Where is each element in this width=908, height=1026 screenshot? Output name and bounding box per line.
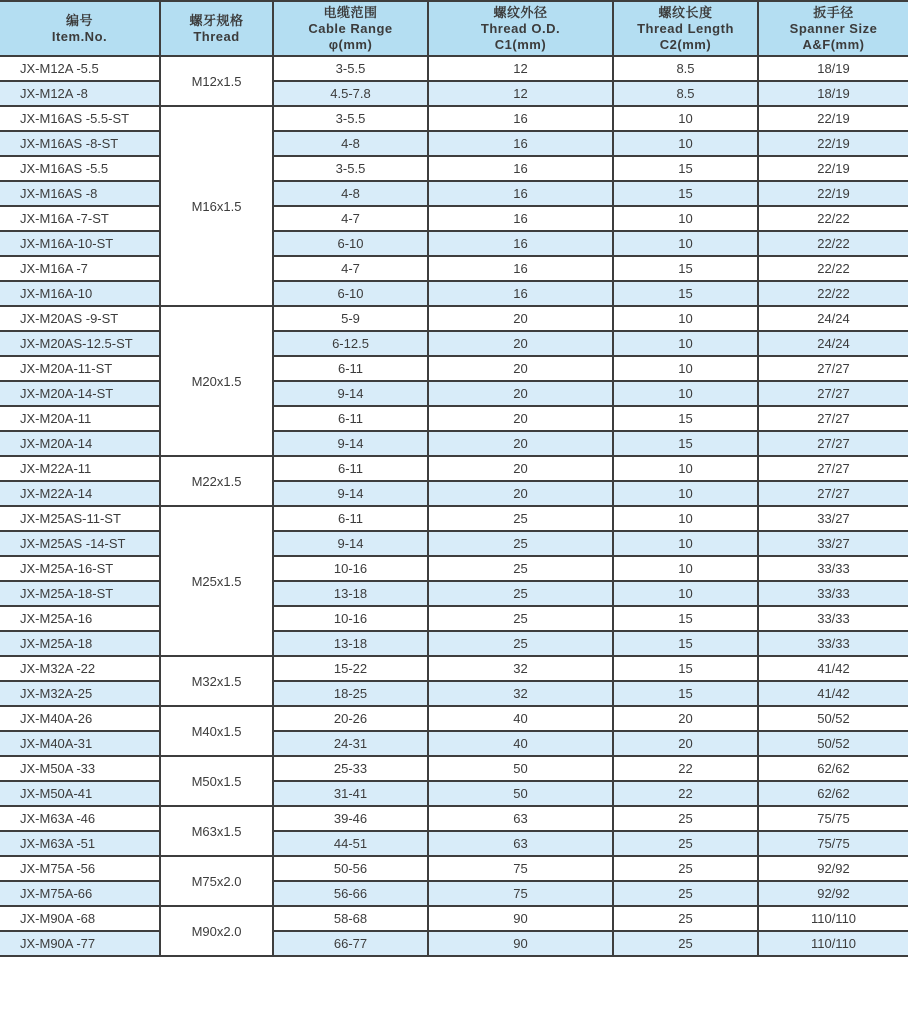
thread-od-cell: 20 — [428, 356, 613, 381]
item-no-cell: JX-M25A-18 — [0, 631, 160, 656]
table-row — [0, 606, 908, 631]
spanner-size-cell: 27/27 — [758, 456, 908, 481]
table-row — [0, 931, 908, 956]
thread-od-cell: 20 — [428, 456, 613, 481]
thread-length-cell: 10 — [613, 531, 758, 556]
thread-spec-cell: M20x1.5 — [160, 306, 273, 456]
cable-range-cell: 13-18 — [273, 581, 428, 606]
thread-od-cell: 25 — [428, 631, 613, 656]
thread-od-cell: 50 — [428, 756, 613, 781]
spanner-size-cell: 27/27 — [758, 356, 908, 381]
cable-range-cell: 5-9 — [273, 306, 428, 331]
spanner-size-cell: 22/22 — [758, 206, 908, 231]
thread-od-cell: 25 — [428, 581, 613, 606]
item-no-cell: JX-M75A-66 — [0, 881, 160, 906]
cable-range-cell: 39-46 — [273, 806, 428, 831]
thread-od-cell: 16 — [428, 256, 613, 281]
thread-spec-cell: M40x1.5 — [160, 706, 273, 756]
cable-range-cell: 20-26 — [273, 706, 428, 731]
thread-length-cell: 25 — [613, 806, 758, 831]
thread-od-cell: 75 — [428, 881, 613, 906]
table-row — [0, 881, 908, 906]
item-no-cell: JX-M16A -7 — [0, 256, 160, 281]
cable-range-cell: 9-14 — [273, 431, 428, 456]
header-label-zh: 螺纹外径 — [493, 4, 548, 20]
spanner-size-cell: 24/24 — [758, 306, 908, 331]
item-no-cell: JX-M20A-14-ST — [0, 381, 160, 406]
thread-od-cell: 20 — [428, 406, 613, 431]
thread-length-cell: 10 — [613, 506, 758, 531]
item-no-cell: JX-M16AS -8-ST — [0, 131, 160, 156]
thread-length-cell: 20 — [613, 706, 758, 731]
cable-range-cell: 56-66 — [273, 881, 428, 906]
header-cell-spanner-size — [758, 1, 908, 56]
spanner-size-cell: 33/33 — [758, 581, 908, 606]
header-label-en: Thread O.D. — [480, 20, 561, 36]
spanner-size-cell: 33/33 — [758, 606, 908, 631]
thread-length-cell: 10 — [613, 331, 758, 356]
thread-od-cell: 90 — [428, 906, 613, 931]
table-row — [0, 156, 908, 181]
header-row — [0, 1, 908, 56]
item-no-cell: JX-M20A-11-ST — [0, 356, 160, 381]
thread-spec-cell: M16x1.5 — [160, 106, 273, 306]
item-no-cell: JX-M75A -56 — [0, 856, 160, 881]
table-row — [0, 781, 908, 806]
item-no-cell: JX-M50A -33 — [0, 756, 160, 781]
table-row — [0, 256, 908, 281]
header-label-unit: C2(mm) — [659, 36, 712, 52]
cable-range-cell: 6-12.5 — [273, 331, 428, 356]
thread-spec-cell: M63x1.5 — [160, 806, 273, 856]
thread-length-cell: 20 — [613, 731, 758, 756]
thread-od-cell: 25 — [428, 531, 613, 556]
spanner-size-cell: 22/19 — [758, 181, 908, 206]
item-no-cell: JX-M50A-41 — [0, 781, 160, 806]
thread-od-cell: 16 — [428, 281, 613, 306]
thread-length-cell: 10 — [613, 481, 758, 506]
item-no-cell: JX-M25AS-11-ST — [0, 506, 160, 531]
cable-range-cell: 18-25 — [273, 681, 428, 706]
table-row — [0, 81, 908, 106]
item-no-cell: JX-M40A-26 — [0, 706, 160, 731]
spanner-size-cell: 110/110 — [758, 906, 908, 931]
header-label-unit: φ(mm) — [328, 36, 373, 52]
table-row — [0, 406, 908, 431]
thread-od-cell: 20 — [428, 481, 613, 506]
thread-length-cell: 22 — [613, 781, 758, 806]
cable-range-cell: 9-14 — [273, 531, 428, 556]
item-no-cell: JX-M12A -8 — [0, 81, 160, 106]
thread-od-cell: 20 — [428, 431, 613, 456]
header-label-en: Thread Length — [637, 20, 734, 36]
table-row — [0, 856, 908, 881]
thread-od-cell: 20 — [428, 331, 613, 356]
spanner-size-cell: 92/92 — [758, 881, 908, 906]
cable-range-cell: 50-56 — [273, 856, 428, 881]
cable-range-cell: 66-77 — [273, 931, 428, 956]
spanner-size-cell: 22/22 — [758, 281, 908, 306]
thread-length-cell: 15 — [613, 656, 758, 681]
cable-range-cell: 58-68 — [273, 906, 428, 931]
spanner-size-cell: 33/33 — [758, 556, 908, 581]
thread-length-cell: 15 — [613, 406, 758, 431]
table-row — [0, 806, 908, 831]
table-row — [0, 581, 908, 606]
table-row — [0, 481, 908, 506]
thread-od-cell: 12 — [428, 81, 613, 106]
spanner-size-cell: 110/110 — [758, 931, 908, 956]
header-label-zh: 编号 — [65, 12, 93, 28]
thread-length-cell: 10 — [613, 456, 758, 481]
table-row — [0, 181, 908, 206]
cable-range-cell: 9-14 — [273, 381, 428, 406]
thread-spec-cell: M50x1.5 — [160, 756, 273, 806]
thread-length-cell: 25 — [613, 831, 758, 856]
cable-range-cell: 6-11 — [273, 506, 428, 531]
spanner-size-cell: 62/62 — [758, 756, 908, 781]
thread-length-cell: 25 — [613, 856, 758, 881]
item-no-cell: JX-M20A-11 — [0, 406, 160, 431]
spanner-size-cell: 22/19 — [758, 106, 908, 131]
thread-length-cell: 10 — [613, 106, 758, 131]
header-label-zh: 扳手径 — [813, 4, 854, 20]
table-row — [0, 531, 908, 556]
header-label-zh: 螺牙规格 — [189, 12, 244, 28]
item-no-cell: JX-M25A-16 — [0, 606, 160, 631]
spanner-size-cell: 92/92 — [758, 856, 908, 881]
cable-range-cell: 4-7 — [273, 256, 428, 281]
table-row — [0, 506, 908, 531]
thread-length-cell: 22 — [613, 756, 758, 781]
item-no-cell: JX-M25AS -14-ST — [0, 531, 160, 556]
thread-length-cell: 15 — [613, 181, 758, 206]
thread-length-cell: 8.5 — [613, 56, 758, 81]
thread-od-cell: 16 — [428, 156, 613, 181]
spanner-size-cell: 18/19 — [758, 56, 908, 81]
thread-spec-cell: M25x1.5 — [160, 506, 273, 656]
thread-od-cell: 16 — [428, 181, 613, 206]
item-no-cell: JX-M20AS -9-ST — [0, 306, 160, 331]
item-no-cell: JX-M25A-18-ST — [0, 581, 160, 606]
spanner-size-cell: 27/27 — [758, 481, 908, 506]
thread-length-cell: 10 — [613, 231, 758, 256]
item-no-cell: JX-M90A -68 — [0, 906, 160, 931]
cable-range-cell: 10-16 — [273, 606, 428, 631]
thread-length-cell: 10 — [613, 131, 758, 156]
thread-length-cell: 15 — [613, 431, 758, 456]
table-row — [0, 431, 908, 456]
table-header — [0, 1, 908, 56]
item-no-cell: JX-M22A-11 — [0, 456, 160, 481]
spanner-size-cell: 27/27 — [758, 406, 908, 431]
table-row — [0, 381, 908, 406]
item-no-cell: JX-M16AS -5.5-ST — [0, 106, 160, 131]
cable-range-cell: 4-8 — [273, 131, 428, 156]
spanner-size-cell: 75/75 — [758, 831, 908, 856]
thread-length-cell: 10 — [613, 356, 758, 381]
spanner-size-cell: 22/19 — [758, 156, 908, 181]
thread-length-cell: 25 — [613, 931, 758, 956]
cable-range-cell: 6-10 — [273, 231, 428, 256]
header-cell-item-no — [0, 1, 160, 56]
cable-range-cell: 4-8 — [273, 181, 428, 206]
header-cell-thread-length — [613, 1, 758, 56]
spanner-size-cell: 33/27 — [758, 506, 908, 531]
thread-length-cell: 25 — [613, 906, 758, 931]
cable-range-cell: 3-5.5 — [273, 106, 428, 131]
thread-od-cell: 16 — [428, 106, 613, 131]
table-row — [0, 731, 908, 756]
spanner-size-cell: 75/75 — [758, 806, 908, 831]
table-row — [0, 281, 908, 306]
spanner-size-cell: 18/19 — [758, 81, 908, 106]
header-cell-thread — [160, 1, 273, 56]
thread-spec-cell: M32x1.5 — [160, 656, 273, 706]
item-no-cell: JX-M90A -77 — [0, 931, 160, 956]
header-label-en: Spanner Size — [789, 20, 878, 36]
table-row — [0, 556, 908, 581]
cable-range-cell: 4-7 — [273, 206, 428, 231]
table-row — [0, 756, 908, 781]
item-no-cell: JX-M12A -5.5 — [0, 56, 160, 81]
table-row — [0, 356, 908, 381]
spanner-size-cell: 22/22 — [758, 256, 908, 281]
table-row — [0, 456, 908, 481]
thread-length-cell: 10 — [613, 306, 758, 331]
thread-od-cell: 16 — [428, 131, 613, 156]
thread-length-cell: 25 — [613, 881, 758, 906]
item-no-cell: JX-M22A-14 — [0, 481, 160, 506]
thread-length-cell: 15 — [613, 681, 758, 706]
spanner-size-cell: 41/42 — [758, 656, 908, 681]
spanner-size-cell: 24/24 — [758, 331, 908, 356]
thread-length-cell: 15 — [613, 256, 758, 281]
header-label-en: Thread — [193, 28, 240, 44]
header-label-en: Cable Range — [308, 20, 393, 36]
item-no-cell: JX-M16AS -8 — [0, 181, 160, 206]
thread-od-cell: 32 — [428, 656, 613, 681]
table-row — [0, 656, 908, 681]
spanner-size-cell: 50/52 — [758, 706, 908, 731]
thread-length-cell: 15 — [613, 281, 758, 306]
cable-range-cell: 25-33 — [273, 756, 428, 781]
thread-od-cell: 12 — [428, 56, 613, 81]
table-row — [0, 306, 908, 331]
cable-range-cell: 10-16 — [273, 556, 428, 581]
spanner-size-cell: 27/27 — [758, 381, 908, 406]
thread-od-cell: 63 — [428, 831, 613, 856]
header-label-unit: C1(mm) — [494, 36, 547, 52]
item-no-cell: JX-M16A-10-ST — [0, 231, 160, 256]
thread-length-cell: 15 — [613, 631, 758, 656]
thread-length-cell: 15 — [613, 156, 758, 181]
header-label-zh: 螺纹长度 — [658, 4, 713, 20]
table-row — [0, 231, 908, 256]
cable-range-cell: 31-41 — [273, 781, 428, 806]
cable-range-cell: 13-18 — [273, 631, 428, 656]
item-no-cell: JX-M63A -46 — [0, 806, 160, 831]
thread-spec-cell: M12x1.5 — [160, 56, 273, 106]
item-no-cell: JX-M32A -22 — [0, 656, 160, 681]
thread-length-cell: 10 — [613, 581, 758, 606]
thread-od-cell: 40 — [428, 706, 613, 731]
table-row — [0, 906, 908, 931]
thread-od-cell: 25 — [428, 606, 613, 631]
table-row — [0, 681, 908, 706]
header-cell-cable-range — [273, 1, 428, 56]
header-cell-thread-od — [428, 1, 613, 56]
cable-range-cell: 44-51 — [273, 831, 428, 856]
spanner-size-cell: 22/22 — [758, 231, 908, 256]
thread-length-cell: 10 — [613, 206, 758, 231]
cable-range-cell: 3-5.5 — [273, 56, 428, 81]
cable-range-cell: 15-22 — [273, 656, 428, 681]
thread-od-cell: 16 — [428, 231, 613, 256]
thread-length-cell: 15 — [613, 606, 758, 631]
item-no-cell: JX-M16AS -5.5 — [0, 156, 160, 181]
cable-range-cell: 24-31 — [273, 731, 428, 756]
thread-spec-cell: M75x2.0 — [160, 856, 273, 906]
thread-od-cell: 50 — [428, 781, 613, 806]
thread-spec-cell: M90x2.0 — [160, 906, 273, 956]
item-no-cell: JX-M20AS-12.5-ST — [0, 331, 160, 356]
spanner-size-cell: 33/33 — [758, 631, 908, 656]
spanner-size-cell: 62/62 — [758, 781, 908, 806]
table-row — [0, 331, 908, 356]
item-no-cell: JX-M40A-31 — [0, 731, 160, 756]
spanner-size-cell: 22/19 — [758, 131, 908, 156]
header-label-unit: A&F(mm) — [802, 36, 865, 52]
table-body — [0, 56, 908, 956]
cable-range-cell: 6-11 — [273, 356, 428, 381]
table-row — [0, 831, 908, 856]
thread-od-cell: 75 — [428, 856, 613, 881]
cable-range-cell: 3-5.5 — [273, 156, 428, 181]
thread-od-cell: 63 — [428, 806, 613, 831]
spanner-size-cell: 50/52 — [758, 731, 908, 756]
spanner-size-cell: 33/27 — [758, 531, 908, 556]
thread-length-cell: 10 — [613, 381, 758, 406]
item-no-cell: JX-M16A -7-ST — [0, 206, 160, 231]
thread-od-cell: 20 — [428, 381, 613, 406]
table-row — [0, 631, 908, 656]
spanner-size-cell: 27/27 — [758, 431, 908, 456]
thread-od-cell: 25 — [428, 556, 613, 581]
item-no-cell: JX-M25A-16-ST — [0, 556, 160, 581]
header-label-zh: 电缆范围 — [323, 4, 378, 20]
thread-od-cell: 25 — [428, 506, 613, 531]
cable-range-cell: 9-14 — [273, 481, 428, 506]
item-no-cell: JX-M32A-25 — [0, 681, 160, 706]
thread-length-cell: 8.5 — [613, 81, 758, 106]
header-label-en: Item.No. — [51, 28, 108, 44]
table-row — [0, 206, 908, 231]
cable-range-cell: 6-11 — [273, 456, 428, 481]
table-row — [0, 106, 908, 131]
item-no-cell: JX-M20A-14 — [0, 431, 160, 456]
thread-od-cell: 32 — [428, 681, 613, 706]
spanner-size-cell: 41/42 — [758, 681, 908, 706]
thread-spec-cell: M22x1.5 — [160, 456, 273, 506]
table-row — [0, 706, 908, 731]
table-row — [0, 131, 908, 156]
thread-od-cell: 40 — [428, 731, 613, 756]
thread-od-cell: 90 — [428, 931, 613, 956]
item-no-cell: JX-M63A -51 — [0, 831, 160, 856]
thread-length-cell: 10 — [613, 556, 758, 581]
cable-range-cell: 6-11 — [273, 406, 428, 431]
thread-od-cell: 16 — [428, 206, 613, 231]
table-row — [0, 56, 908, 81]
thread-od-cell: 20 — [428, 306, 613, 331]
item-no-cell: JX-M16A-10 — [0, 281, 160, 306]
cable-range-cell: 6-10 — [273, 281, 428, 306]
cable-range-cell: 4.5-7.8 — [273, 81, 428, 106]
